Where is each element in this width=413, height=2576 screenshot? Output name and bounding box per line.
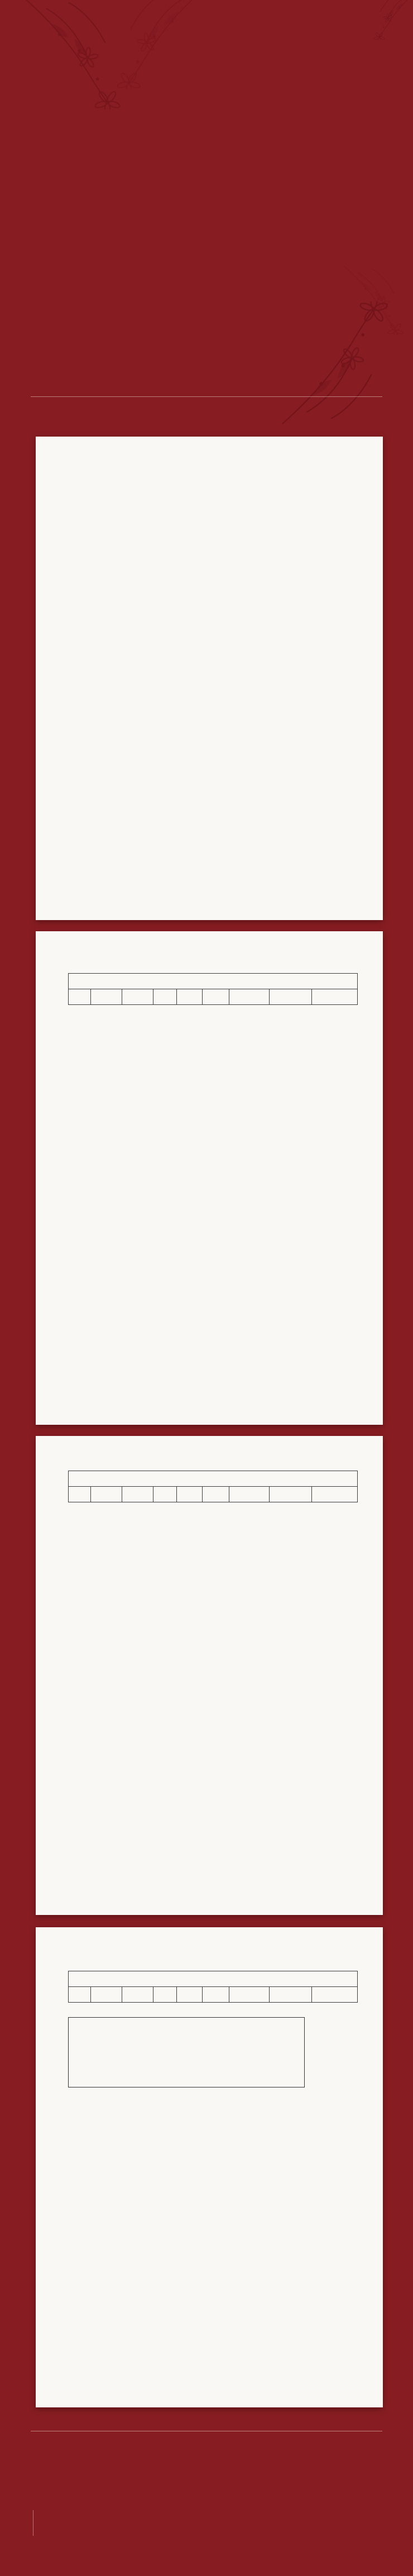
col-header-type bbox=[153, 1487, 177, 1502]
col-header-room bbox=[177, 1987, 203, 2003]
table-header-row bbox=[69, 1487, 358, 1502]
col-header-type bbox=[153, 989, 177, 1005]
floral-ornament-title-right bbox=[335, 262, 413, 335]
col-header-total-price bbox=[270, 1987, 312, 2003]
floral-ornament-top-left bbox=[0, 0, 161, 109]
price-table-page-2 bbox=[36, 1436, 383, 1915]
col-header-room bbox=[177, 1487, 203, 1502]
col-header-remark bbox=[312, 989, 358, 1005]
floral-ornament-right-middle bbox=[262, 301, 413, 430]
table-title bbox=[69, 1971, 358, 1987]
price-table-page-3 bbox=[36, 1927, 383, 2407]
col-header-total-price bbox=[270, 989, 312, 1005]
table-title bbox=[69, 974, 358, 989]
table-header-row bbox=[69, 1987, 358, 2003]
col-header-index bbox=[69, 1987, 91, 2003]
col-header-type bbox=[153, 1987, 177, 2003]
col-header-total-price bbox=[270, 1487, 312, 1502]
price-table-1 bbox=[68, 973, 358, 1005]
col-header-index bbox=[69, 989, 91, 1005]
table-title bbox=[69, 1471, 358, 1487]
col-header-room bbox=[177, 989, 203, 1005]
col-header-area bbox=[203, 1487, 229, 1502]
price-table-2 bbox=[68, 1471, 358, 1502]
footer-tagline bbox=[0, 2464, 413, 2481]
col-header-area bbox=[203, 989, 229, 1005]
floral-ornament-top-right bbox=[362, 0, 413, 40]
col-header-unit-price bbox=[229, 1987, 270, 2003]
col-header-remark bbox=[312, 1487, 358, 1502]
col-header-area bbox=[203, 1987, 229, 2003]
floral-ornament-top-left-2 bbox=[84, 0, 229, 89]
announcement-document-page bbox=[36, 437, 383, 920]
price-table-3 bbox=[68, 1971, 358, 2003]
col-header-door bbox=[122, 1987, 153, 2003]
col-header-index bbox=[69, 1487, 91, 1502]
col-header-building bbox=[91, 1487, 122, 1502]
divider-line-top bbox=[31, 396, 382, 397]
table-header-row bbox=[69, 989, 358, 1005]
col-header-door bbox=[122, 1487, 153, 1502]
col-header-unit-price bbox=[229, 989, 270, 1005]
col-header-remark bbox=[312, 1987, 358, 2003]
col-header-door bbox=[122, 989, 153, 1005]
col-header-building bbox=[91, 989, 122, 1005]
price-table-page-1 bbox=[36, 931, 383, 1425]
notes-box bbox=[68, 2017, 305, 2087]
col-header-unit-price bbox=[229, 1487, 270, 1502]
col-header-building bbox=[91, 1987, 122, 2003]
